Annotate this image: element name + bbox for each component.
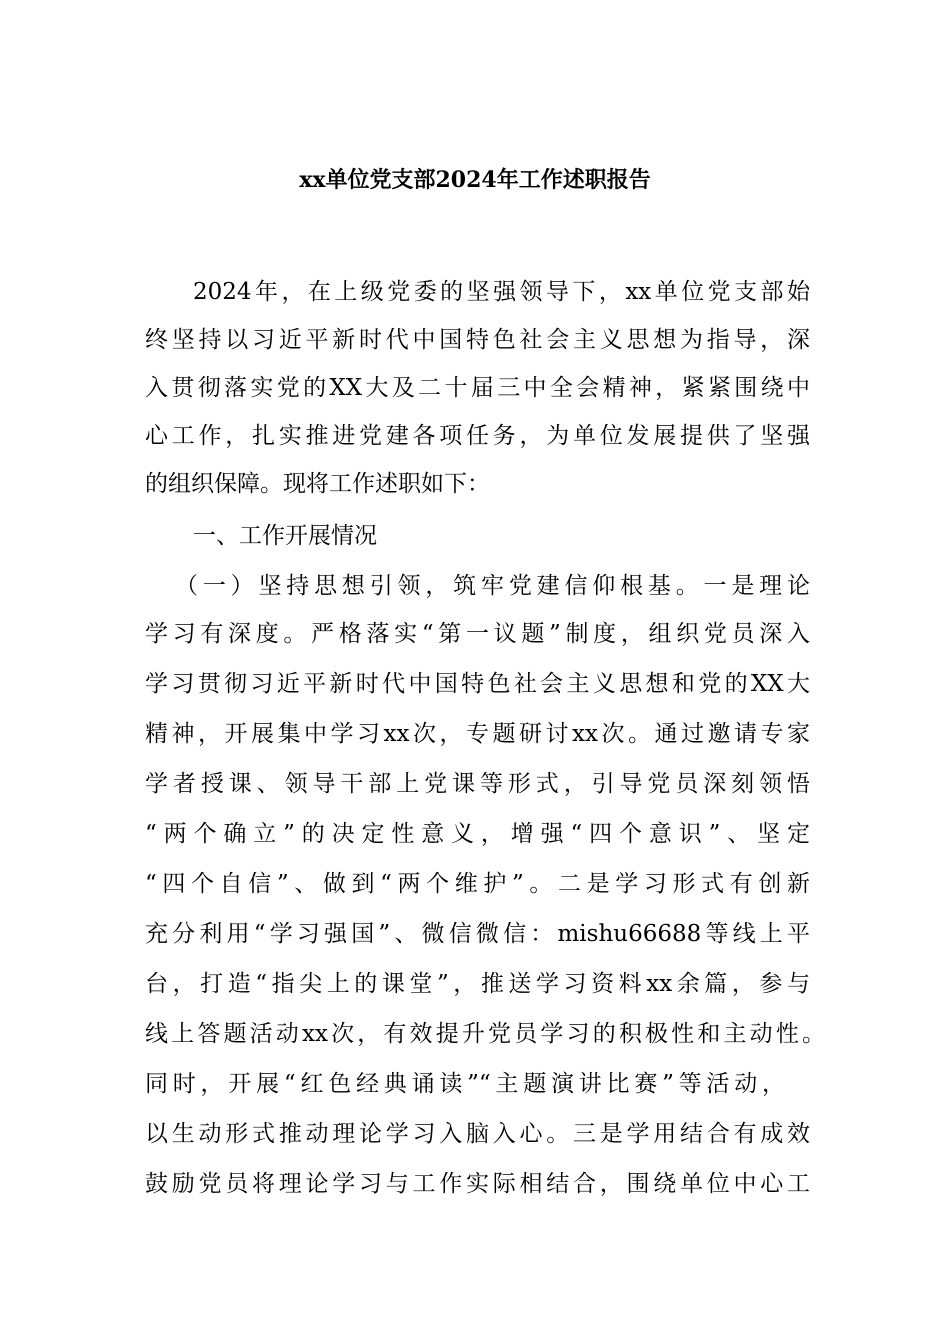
paragraph-line: 心工作，扎实推进党建各项任务，为单位发展提供了坚强 — [145, 423, 810, 449]
paragraph-line: 台，打造“指尖上的课堂”，推送学习资料xx余篇，参与 — [145, 971, 810, 997]
section-heading: 一、工作开展情况 — [193, 523, 377, 549]
paragraph-line: 2024年，在上级党委的坚强领导下，xx单位党支部始 — [193, 279, 810, 305]
paragraph-line: “四个自信”、做到“两个维护”。二是学习形式有创新 — [145, 871, 810, 897]
paragraph-line: 终坚持以习近平新时代中国特色社会主义思想为指导，深 — [145, 327, 810, 353]
paragraph-line: 以生动形式推动理论学习入脑入心。三是学用结合有成效 — [145, 1121, 810, 1147]
paragraph-line: 学习贯彻习近平新时代中国特色社会主义思想和党的XX大 — [145, 671, 810, 697]
paragraph-line: （一）坚持思想引领，筑牢党建信仰根基。一是理论 — [175, 573, 810, 599]
paragraph-line: 同时，开展“红色经典诵读”“主题演讲比赛”等活动， — [145, 1071, 785, 1097]
paragraph-line: 入贯彻落实党的XX大及二十届三中全会精神，紧紧围绕中 — [145, 375, 810, 401]
paragraph-line: 线上答题活动xx次，有效提升党员学习的积极性和主动性。 — [145, 1021, 825, 1047]
paragraph-line: 学者授课、领导干部上党课等形式，引导党员深刻领悟 — [145, 771, 810, 797]
paragraph-line: 鼓励党员将理论学习与工作实际相结合，围绕单位中心工 — [145, 1171, 810, 1197]
document-title: xx单位党支部2024年工作述职报告 — [299, 167, 651, 193]
paragraph-line: 学习有深度。严格落实“第一议题”制度，组织党员深入 — [145, 621, 810, 647]
paragraph-line: 充分利用“学习强国”、微信微信：mishu66688等线上平 — [145, 921, 810, 947]
paragraph-line: 的组织保障。现将工作述职如下： — [145, 471, 490, 497]
paragraph-line: 精神，开展集中学习xx次，专题研讨xx次。通过邀请专家 — [145, 721, 810, 747]
paragraph-line: “两个确立”的决定性意义，增强“四个意识”、坚定 — [145, 821, 810, 847]
